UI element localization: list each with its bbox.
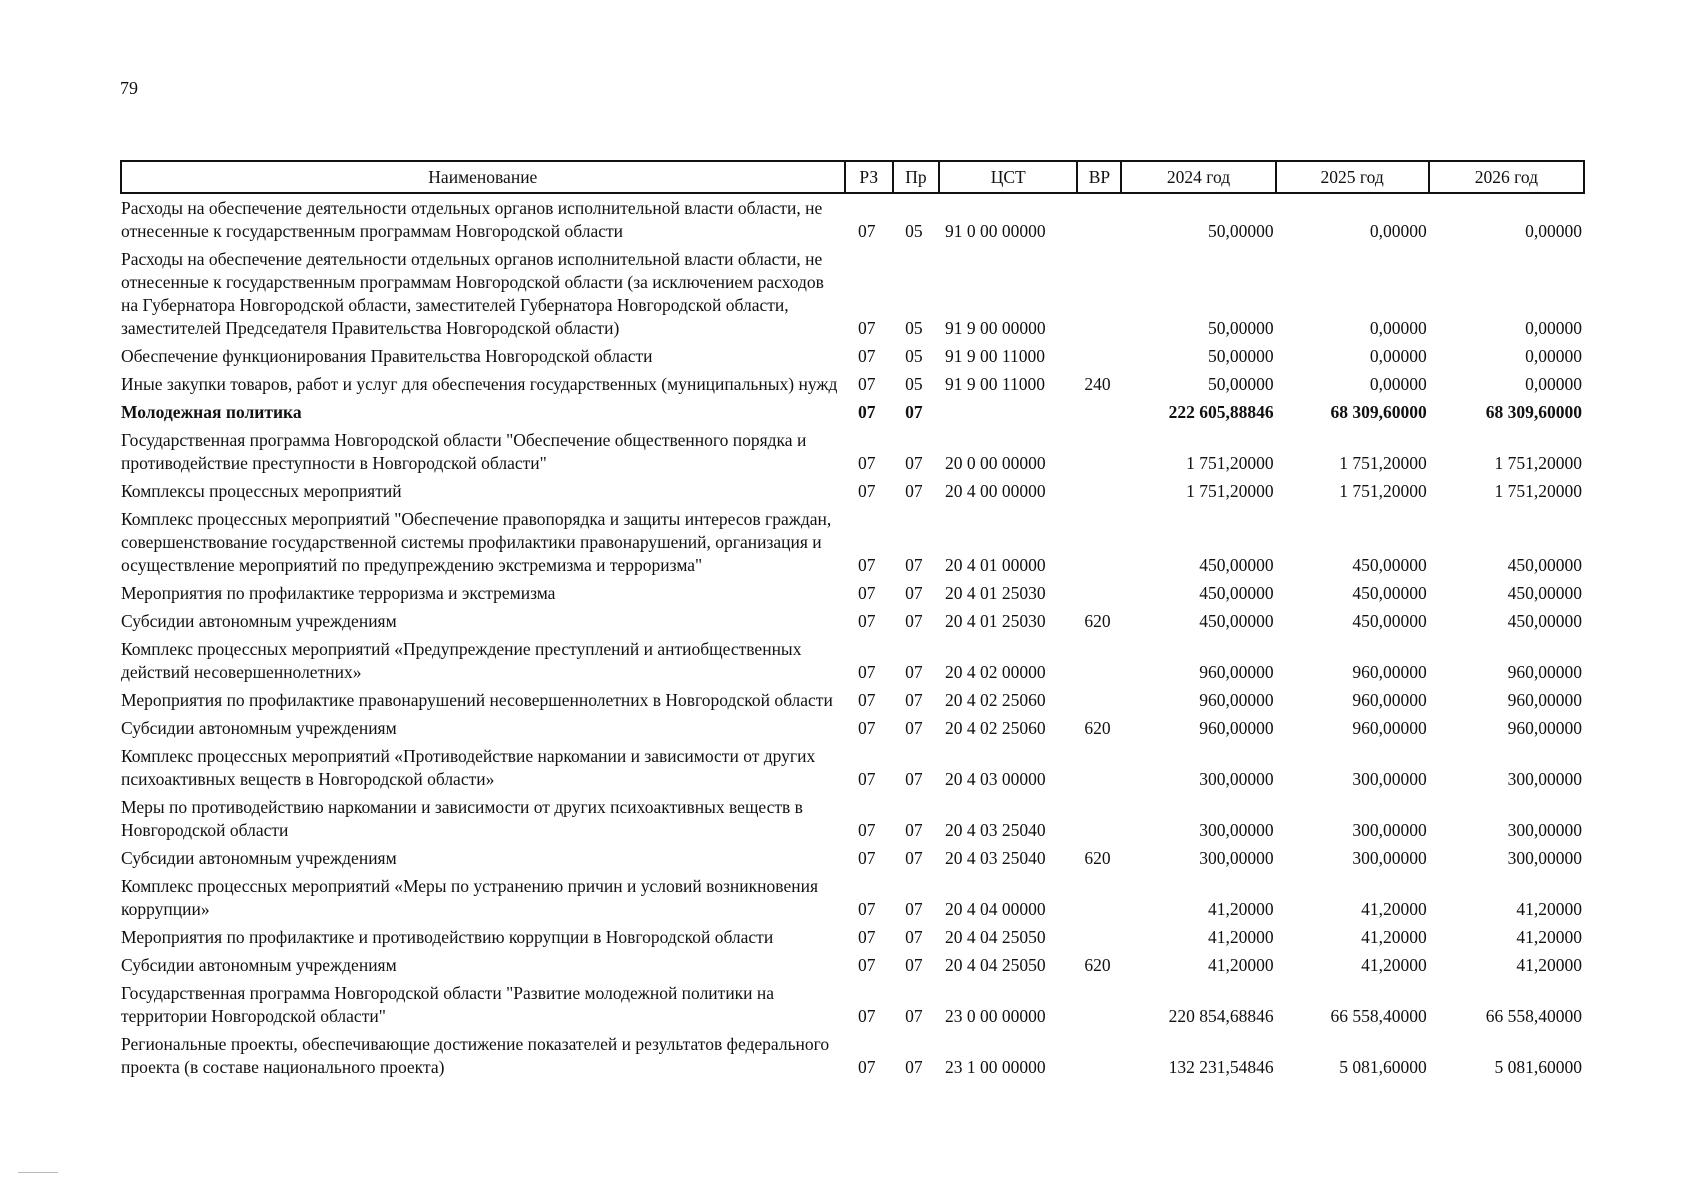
cell-name: Региональные проекты, обеспечивающие достижение показателей и результатов федерального проекта (в составе национального проекта)	[121, 1034, 830, 1077]
cell-y2025: 68 309,60000	[1330, 402, 1427, 422]
cell-y2025: 41,20000	[1361, 927, 1427, 947]
page-number: 79	[120, 78, 138, 98]
table-row	[121, 635, 1584, 686]
cell-y2024: 220 854,68846	[1168, 1006, 1274, 1026]
header-name: Наименование	[121, 161, 845, 193]
cell-y2025: 5 081,60000	[1339, 1057, 1427, 1077]
cell-cst: 20 4 01 00000	[945, 555, 1046, 575]
cell-y2025: 41,20000	[1361, 955, 1427, 975]
cell-rz: 07	[857, 1057, 876, 1077]
table-row	[121, 245, 1584, 342]
cell-vr	[1077, 793, 1121, 844]
cell-y2026: 66 558,40000	[1485, 1006, 1582, 1026]
cell-y2024: 41,20000	[1208, 955, 1274, 975]
cell-rz: 07	[857, 346, 876, 366]
cell-y2026: 450,00000	[1507, 583, 1582, 603]
cell-cst: 20 4 01 25030	[945, 583, 1046, 603]
cell-name: Комплекс процессных мероприятий «Предупреждение преступлений и антиобщественных действий несовершеннолетних»	[121, 639, 802, 682]
table-body	[121, 193, 1584, 1081]
cell-rz: 07	[857, 583, 876, 603]
cell-pr: 07	[905, 1057, 923, 1077]
table-row	[121, 714, 1584, 742]
cell-pr: 05	[905, 374, 923, 394]
cell-cst: 20 4 02 00000	[945, 662, 1046, 682]
table-row	[121, 742, 1584, 793]
header-vr: ВР	[1077, 161, 1121, 193]
cell-cst: 20 4 01 25030	[945, 611, 1046, 631]
cell-vr	[1077, 477, 1121, 505]
cell-rz: 07	[857, 402, 876, 422]
cell-cst: 91 0 00 00000	[945, 221, 1046, 241]
cell-rz: 07	[857, 769, 876, 789]
cell-pr: 07	[905, 690, 923, 710]
header-pr: Пр	[893, 161, 939, 193]
table-row	[121, 923, 1584, 951]
cell-rz: 07	[857, 690, 876, 710]
cell-cst: 20 4 02 25060	[945, 690, 1046, 710]
cell-cst: 20 4 04 25050	[945, 955, 1046, 975]
cell-y2024: 50,00000	[1208, 374, 1274, 394]
cell-cst: 20 4 03 00000	[945, 769, 1046, 789]
cell-y2025: 300,00000	[1352, 820, 1427, 840]
cell-y2025: 960,00000	[1352, 690, 1427, 710]
cell-vr	[1077, 342, 1121, 370]
cell-name: Субсидии автономным учреждениям	[121, 611, 397, 631]
cell-name: Комплекс процессных мероприятий «Меры по устранению причин и условий возникновения коррупции»	[121, 876, 818, 919]
cell-vr: 620	[1084, 955, 1111, 975]
cell-rz: 07	[857, 453, 876, 473]
cell-cst: 23 0 00 00000	[945, 1006, 1046, 1026]
table-row	[121, 872, 1584, 923]
cell-name: Субсидии автономным учреждениям	[121, 848, 397, 868]
cell-name: Молодежная политика	[121, 402, 302, 422]
cell-cst: 20 4 03 25040	[945, 848, 1046, 868]
cell-vr	[1077, 505, 1121, 579]
cell-vr: 240	[1084, 374, 1111, 394]
cell-cst: 20 0 00 00000	[945, 453, 1046, 473]
cell-y2024: 450,00000	[1199, 583, 1274, 603]
cell-vr	[1077, 872, 1121, 923]
cell-name: Субсидии автономным учреждениям	[121, 718, 397, 738]
cell-pr: 07	[905, 1006, 923, 1026]
header-2025: 2025 год	[1276, 161, 1429, 193]
cell-rz: 07	[857, 555, 876, 575]
cell-cst: 23 1 00 00000	[945, 1057, 1046, 1077]
cell-y2026: 960,00000	[1507, 690, 1582, 710]
cell-cst: 20 4 02 25060	[945, 718, 1046, 738]
cell-name: Обеспечение функционирования Правительства Новгородской области	[121, 346, 653, 366]
cell-y2024: 450,00000	[1199, 555, 1274, 575]
cell-vr: 620	[1084, 848, 1111, 868]
cell-y2026: 960,00000	[1507, 662, 1582, 682]
table-row	[121, 793, 1584, 844]
cell-name: Комплекс процессных мероприятий "Обеспечение правопорядка и защиты интересов граждан, совершенствование государственной системы профилактики правонарушений, организация и осуществление мероприятий по предупреждению экстремизма и терроризма"	[121, 509, 832, 575]
table-row	[121, 370, 1584, 398]
header-cst: ЦСТ	[939, 161, 1077, 193]
cell-cst: 20 4 04 25050	[945, 927, 1046, 947]
cell-y2024: 41,20000	[1208, 899, 1274, 919]
cell-y2024: 300,00000	[1199, 848, 1274, 868]
cell-y2025: 0,00000	[1369, 318, 1427, 338]
cell-rz: 07	[857, 955, 876, 975]
cell-pr: 05	[905, 221, 923, 241]
cell-rz: 07	[857, 1006, 876, 1026]
cell-name: Меры по противодействию наркомании и зависимости от других психоактивных веществ в Новгородской области	[121, 797, 803, 840]
table-header	[121, 161, 1584, 193]
scan-artifact	[18, 1172, 58, 1173]
cell-vr	[1077, 979, 1121, 1030]
cell-cst: 20 4 04 00000	[945, 899, 1046, 919]
cell-name: Государственная программа Новгородской области "Обеспечение общественного порядка и противодействие преступности в Новгородской области"	[121, 430, 807, 473]
cell-y2026: 0,00000	[1525, 374, 1582, 394]
table-row	[121, 1030, 1584, 1081]
cell-y2024: 960,00000	[1199, 662, 1274, 682]
table-row	[121, 979, 1584, 1030]
cell-vr	[1077, 1030, 1121, 1081]
cell-name: Мероприятия по профилактике и противодействию коррупции в Новгородской области	[121, 927, 774, 947]
cell-rz: 07	[857, 318, 876, 338]
cell-y2025: 1 751,20000	[1339, 453, 1427, 473]
cell-y2026: 68 309,60000	[1485, 402, 1582, 422]
cell-y2025: 450,00000	[1352, 555, 1427, 575]
cell-y2025: 0,00000	[1369, 221, 1427, 241]
table-row	[121, 505, 1584, 579]
cell-pr: 07	[905, 955, 923, 975]
cell-y2026: 450,00000	[1507, 611, 1582, 631]
cell-y2025: 300,00000	[1352, 769, 1427, 789]
header-2026: 2026 год	[1429, 161, 1584, 193]
cell-rz: 07	[857, 374, 876, 394]
cell-name: Государственная программа Новгородской области "Развитие молодежной политики на территории Новгородской области"	[121, 983, 775, 1026]
table-row	[121, 607, 1584, 635]
cell-y2026: 0,00000	[1525, 221, 1582, 241]
table-row	[121, 477, 1584, 505]
cell-pr: 07	[905, 402, 923, 422]
cell-name: Комплексы процессных мероприятий	[121, 481, 402, 501]
table-row	[121, 426, 1584, 477]
table-row	[121, 686, 1584, 714]
cell-y2025: 1 751,20000	[1339, 481, 1427, 501]
cell-vr: 620	[1084, 718, 1111, 738]
cell-cst: 91 9 00 11000	[945, 346, 1045, 366]
cell-y2025: 41,20000	[1361, 899, 1427, 919]
cell-pr: 07	[905, 453, 923, 473]
table-row	[121, 342, 1584, 370]
cell-y2025: 300,00000	[1352, 848, 1427, 868]
cell-vr	[1077, 635, 1121, 686]
cell-y2026: 450,00000	[1507, 555, 1582, 575]
cell-y2024: 300,00000	[1199, 820, 1274, 840]
table-row	[121, 398, 1584, 426]
cell-y2026: 1 751,20000	[1494, 481, 1582, 501]
cell-vr	[1077, 193, 1121, 245]
cell-y2024: 50,00000	[1208, 221, 1274, 241]
cell-name: Субсидии автономным учреждениям	[121, 955, 397, 975]
table-row	[121, 951, 1584, 979]
header-rz: РЗ	[845, 161, 893, 193]
cell-rz: 07	[857, 927, 876, 947]
cell-cst: 20 4 00 00000	[945, 481, 1046, 501]
cell-vr	[1077, 426, 1121, 477]
cell-name: Мероприятия по профилактике терроризма и экстремизма	[121, 583, 556, 603]
cell-pr: 07	[905, 662, 923, 682]
cell-pr: 07	[905, 718, 923, 738]
cell-name: Иные закупки товаров, работ и услуг для обеспечения государственных (муниципальных) нужд	[121, 374, 838, 394]
cell-y2025: 0,00000	[1369, 374, 1427, 394]
cell-vr	[1077, 579, 1121, 607]
cell-y2026: 0,00000	[1525, 346, 1582, 366]
cell-y2024: 132 231,54846	[1168, 1057, 1274, 1077]
budget-table	[120, 160, 1585, 1081]
cell-rz: 07	[857, 718, 876, 738]
cell-pr: 05	[905, 346, 923, 366]
cell-cst: 20 4 03 25040	[945, 820, 1046, 840]
cell-vr	[1077, 245, 1121, 342]
cell-y2024: 1 751,20000	[1186, 481, 1274, 501]
cell-y2025: 450,00000	[1352, 583, 1427, 603]
cell-y2025: 960,00000	[1352, 718, 1427, 738]
cell-pr: 07	[905, 769, 923, 789]
cell-vr	[1077, 398, 1121, 426]
cell-y2025: 0,00000	[1369, 346, 1427, 366]
cell-rz: 07	[857, 221, 876, 241]
cell-rz: 07	[857, 899, 876, 919]
cell-pr: 05	[905, 318, 923, 338]
cell-y2024: 960,00000	[1199, 690, 1274, 710]
cell-vr: 620	[1084, 611, 1111, 631]
cell-y2024: 1 751,20000	[1186, 453, 1274, 473]
cell-pr: 07	[905, 611, 923, 631]
cell-rz: 07	[857, 820, 876, 840]
cell-rz: 07	[857, 662, 876, 682]
cell-y2025: 66 558,40000	[1330, 1006, 1427, 1026]
cell-y2024: 41,20000	[1208, 927, 1274, 947]
cell-rz: 07	[857, 611, 876, 631]
cell-y2024: 50,00000	[1208, 318, 1274, 338]
cell-vr	[1077, 686, 1121, 714]
cell-pr: 07	[905, 555, 923, 575]
table-row	[121, 579, 1584, 607]
cell-pr: 07	[905, 848, 923, 868]
cell-pr: 07	[905, 583, 923, 603]
cell-name: Расходы на обеспечение деятельности отдельных органов исполнительной власти области, не отнесенные к государственным программам Новгородской области (за исключением расходов на Губернатора Новгородской области, заместителей Губернатора Новгородской области, заместителей Председателя Правительства Новгородской области)	[121, 249, 824, 338]
cell-name: Мероприятия по профилактике правонарушений несовершеннолетних в Новгородской области	[121, 690, 833, 710]
cell-y2024: 222 605,88846	[1168, 402, 1274, 422]
table-row	[121, 844, 1584, 872]
cell-y2026: 41,20000	[1516, 899, 1582, 919]
table-row	[121, 193, 1584, 245]
cell-y2024: 960,00000	[1199, 718, 1274, 738]
cell-y2026: 300,00000	[1507, 848, 1582, 868]
cell-cst: 91 9 00 00000	[945, 318, 1046, 338]
cell-y2026: 1 751,20000	[1494, 453, 1582, 473]
cell-y2024: 450,00000	[1199, 611, 1274, 631]
cell-cst	[939, 398, 1077, 426]
cell-pr: 07	[905, 481, 923, 501]
cell-pr: 07	[905, 899, 923, 919]
cell-y2026: 5 081,60000	[1494, 1057, 1582, 1077]
cell-y2026: 300,00000	[1507, 820, 1582, 840]
header-2024: 2024 год	[1121, 161, 1275, 193]
cell-y2026: 300,00000	[1507, 769, 1582, 789]
cell-vr	[1077, 742, 1121, 793]
cell-y2024: 300,00000	[1199, 769, 1274, 789]
cell-y2026: 41,20000	[1516, 927, 1582, 947]
cell-y2026: 41,20000	[1516, 955, 1582, 975]
cell-name: Комплекс процессных мероприятий «Противодействие наркомании и зависимости от других психоактивных веществ в Новгородской области»	[121, 746, 816, 789]
cell-name: Расходы на обеспечение деятельности отдельных органов исполнительной власти области, не отнесенные к государственным программам Новгородской области	[121, 198, 823, 241]
cell-pr: 07	[905, 820, 923, 840]
cell-rz: 07	[857, 848, 876, 868]
cell-y2025: 960,00000	[1352, 662, 1427, 682]
cell-cst: 91 9 00 11000	[945, 374, 1045, 394]
cell-y2025: 450,00000	[1352, 611, 1427, 631]
cell-pr: 07	[905, 927, 923, 947]
cell-y2026: 0,00000	[1525, 318, 1582, 338]
cell-rz: 07	[857, 481, 876, 501]
cell-y2026: 960,00000	[1507, 718, 1582, 738]
cell-y2024: 50,00000	[1208, 346, 1274, 366]
cell-vr	[1077, 923, 1121, 951]
